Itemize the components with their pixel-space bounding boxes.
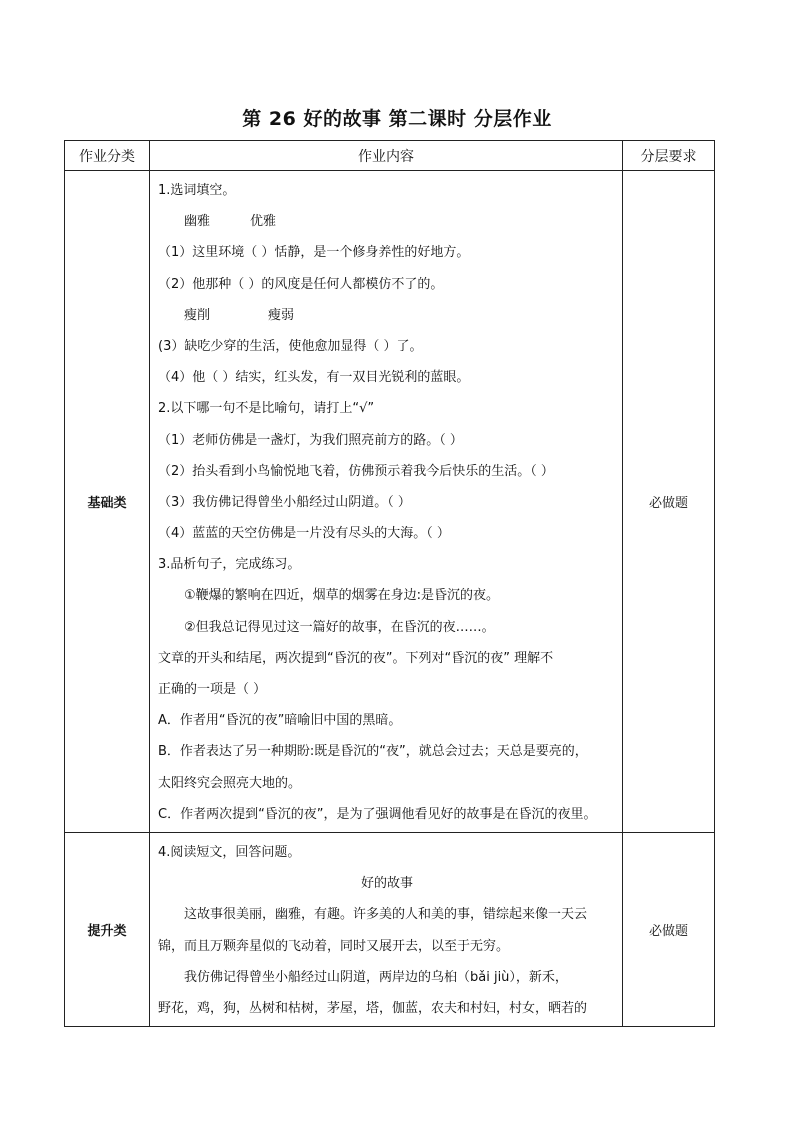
q1-sentence-3: (3）缺吃少穿的生活，使他愈加显得（ ）了。: [158, 338, 423, 354]
q4-passage-line-4: 野花，鸡，狗，丛树和枯树，茅屋，塔，伽蓝，农夫和村妇，村女，晒若的: [158, 1000, 588, 1016]
q1-word-4: 瘦弱: [268, 307, 295, 323]
q3-option-b-line-1: B．作者表达了另一种期盼:既是昏沉的“夜”，就总会过去；天总是要亮的，: [158, 744, 588, 760]
q1-title: 1.选词填空。: [158, 183, 236, 198]
q3-title: 3.品析句子，完成练习。: [158, 557, 301, 573]
q1-word-options-a: [158, 206, 616, 237]
q1-sentence-1: （1）这里环境（ ）恬静，是一个修身养性的好地方。: [158, 245, 470, 261]
q3-quote-1: ①鞭爆的繁响在四近，烟草的烟雾在身边:是昏沉的夜。: [184, 588, 500, 604]
category-advanced: 提升类: [65, 832, 150, 1026]
q4-passage-heading: 好的故事: [360, 876, 413, 892]
table-header-row: [65, 141, 715, 171]
table-row-advanced: [65, 832, 715, 1026]
page-title: 第 26 好的故事 第二课时 分层作业: [242, 108, 552, 130]
table-row-basic: [65, 171, 715, 833]
q3-prompt-line-1: 文章的开头和结尾，两次提到“昏沉的夜”。下列对“昏沉的夜” 理解不: [158, 650, 554, 666]
q2-title: 2.以下哪一句不是比喻句，请打上“√”: [158, 401, 375, 417]
q1-word-2: 优雅: [250, 214, 277, 230]
content-basic: [150, 171, 623, 833]
q4-passage-line-2: 锦，而且万颗奔星似的飞动着，同时又展开去，以至于无穷。: [158, 938, 510, 954]
q3-option-c: C．作者两次提到“昏沉的夜”，是为了强调他看见好的故事是在昏沉的夜里。: [158, 806, 597, 822]
header-content: 作业内容: [150, 141, 623, 171]
q1-word-1: 幽雅: [184, 214, 211, 230]
requirement-basic: 必做题: [623, 171, 715, 833]
content-advanced: [150, 832, 623, 1026]
q3-quote-2: ②但我总记得见过这一篇好的故事，在昏沉的夜……。: [184, 619, 495, 635]
q4-passage-line-1: 这故事很美丽，幽雅，有趣。许多美的人和美的事，错综起来像一天云: [184, 907, 588, 923]
q2-sentence-3: （3）我仿佛记得曾坐小船经过山阴道。（ ）: [158, 494, 411, 510]
q1-sentence-2: （2）他那种（ ）的风度是任何人都模仿不了的。: [158, 276, 444, 292]
q2-sentence-2: （2）抬头看到小鸟愉悦地飞着，仿佛预示着我今后快乐的生活。（ ）: [158, 463, 554, 479]
q1-word-3: 瘦削: [184, 307, 211, 323]
q1-word-options-b: [158, 300, 616, 331]
q4-passage-line-3: 我仿佛记得曾坐小船经过山阴道，两岸边的乌桕（bǎi jiù），新禾，: [184, 969, 568, 985]
category-basic: 基础类: [65, 171, 150, 833]
header-category: 作业分类: [65, 141, 150, 171]
q4-title: 4.阅读短文，回答问题。: [158, 844, 301, 860]
q2-sentence-4: （4）蓝蓝的天空仿佛是一片没有尽头的大海。（ ）: [158, 526, 450, 542]
q2-sentence-1: （1）老师仿佛是一盏灯，为我们照亮前方的路。（ ）: [158, 432, 463, 448]
header-requirement: 分层要求: [623, 141, 715, 171]
q3-prompt-line-2: 正确的一项是（ ）: [158, 682, 267, 697]
q3-option-a: A．作者用“昏沉的夜”暗喻旧中国的黑暗。: [158, 713, 402, 729]
q3-option-b-line-2: 太阳终究会照亮大地的。: [158, 775, 302, 791]
homework-table: [64, 140, 715, 1027]
requirement-advanced: 必做题: [623, 832, 715, 1026]
q1-sentence-4: （4）他（ ）结实，红头发，有一双目光锐利的蓝眼。: [158, 370, 470, 386]
